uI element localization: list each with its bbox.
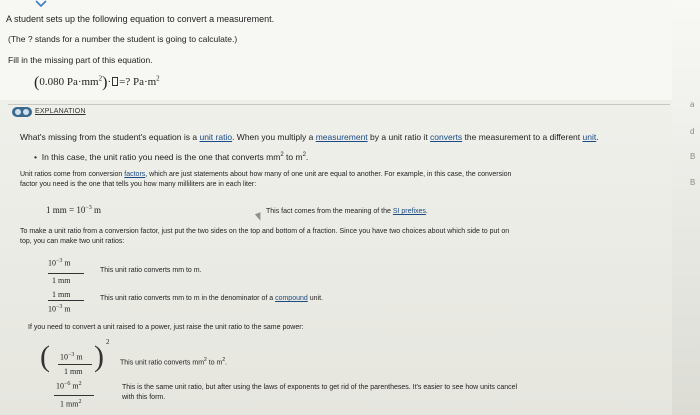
explanation-paragraph-3b: top, you can make two unit ratios: bbox=[20, 238, 125, 245]
p2-text-a: Unit ratios come from conversion bbox=[20, 171, 125, 178]
r2-note-a: This unit ratio converts mm to m in the denominator of a bbox=[100, 295, 276, 302]
explanation-toggle[interactable]: EXPLANATION bbox=[35, 108, 86, 115]
right-gutter bbox=[672, 0, 700, 415]
sidebar-icon-3[interactable]: B bbox=[690, 152, 696, 161]
ratio-2-denominator bbox=[48, 304, 71, 314]
eq-result-exp: 2 bbox=[156, 74, 160, 83]
ratio-4-note-a: This is the same unit ratio, but after using the laws of exponents to get rid of the parentheses. It's easier to see how units cancel bbox=[122, 384, 518, 391]
p2-text-b: , which are just statements about how many of one unit are equal to another. For example, in this case, the conversion bbox=[145, 171, 512, 178]
chevron-down-icon[interactable] bbox=[34, 0, 48, 7]
r4-den: 1 mm bbox=[60, 399, 79, 409]
explanation-paragraph-3a: To make a unit ratio from a conversion factor, just put the two sides on the top and bottom of a fraction. Since you have two choices about which side to put on bbox=[20, 228, 510, 235]
question-line-1: A student sets up the following equation to convert a measurement. bbox=[6, 14, 275, 24]
ratio-4-denominator bbox=[60, 399, 81, 409]
eq-value: 0.080 bbox=[39, 76, 65, 88]
r3-num-unit: m bbox=[76, 352, 83, 362]
ratio-2-note bbox=[100, 295, 323, 302]
factor-note bbox=[266, 208, 428, 215]
p1-text-d: the measurement to a different bbox=[462, 132, 583, 142]
ratio-3-denominator: 1 mm bbox=[64, 367, 83, 376]
factor-unit: m bbox=[93, 205, 101, 215]
ratio-4-bar bbox=[54, 395, 94, 396]
p1-text-b: . When you multiply a bbox=[232, 132, 316, 142]
sidebar-icon-4[interactable]: B bbox=[690, 178, 696, 187]
link-converts[interactable]: converts bbox=[430, 132, 463, 142]
r2-den-unit: m bbox=[64, 304, 71, 314]
r2-den: 10 bbox=[48, 304, 56, 314]
bullet-end: . bbox=[305, 152, 309, 162]
equation: (0.080 $Pa\cdot mm^2)\cdot$ =? $Pa\cdot m^2$ bbox=[34, 74, 160, 91]
eq-unit-exp: 2 bbox=[98, 74, 103, 83]
r3-num-exp: −3 bbox=[68, 352, 75, 358]
bullet-icon: • bbox=[34, 152, 42, 162]
eq-unit: Pa·mm bbox=[66, 76, 99, 88]
r1-num: 10 bbox=[48, 258, 56, 268]
r1-num-exp: −3 bbox=[56, 258, 63, 264]
right-paren: ) bbox=[94, 340, 104, 373]
explanation-paragraph-2a bbox=[20, 171, 511, 178]
factor-note-end: . bbox=[425, 208, 428, 215]
link-factors[interactable]: factors bbox=[124, 171, 146, 178]
link-unit-ratio[interactable]: unit ratio bbox=[199, 132, 233, 142]
r3-note: This unit ratio converts mm bbox=[120, 359, 205, 367]
p1-text-e: . bbox=[596, 132, 599, 142]
divider bbox=[8, 104, 670, 105]
r3-note-sup-2: 2 bbox=[222, 357, 226, 363]
bullet-sup-2: 2 bbox=[302, 152, 306, 159]
question-line-3: Fill in the missing part of this equation. bbox=[8, 55, 153, 65]
missing-answer-box[interactable] bbox=[112, 77, 118, 86]
explanation-icon[interactable] bbox=[12, 107, 32, 117]
r4-num-exp: −6 bbox=[64, 381, 71, 387]
link-compound[interactable]: compound bbox=[275, 295, 308, 302]
r4-num: 10 bbox=[56, 381, 64, 391]
r3-note-mid: to m bbox=[206, 359, 223, 367]
r4-den-exp: 2 bbox=[78, 399, 82, 405]
r3-note-end: . bbox=[225, 359, 228, 367]
ratio-3-bar bbox=[58, 364, 92, 365]
bullet-sup-1: 2 bbox=[280, 152, 284, 159]
ratio-3-power: 2 bbox=[106, 338, 110, 346]
bullet-mid: to m bbox=[283, 152, 303, 162]
factor-note-text: This fact comes from the meaning of the bbox=[266, 208, 393, 215]
link-si-prefixes[interactable]: SI prefixes bbox=[392, 208, 426, 215]
r1-num-unit: m bbox=[64, 258, 71, 268]
ratio-4-numerator bbox=[56, 381, 82, 391]
p1-text-c: by a unit ratio it bbox=[367, 132, 431, 142]
r3-note-sup-1: 2 bbox=[204, 357, 207, 363]
factor-exp: −3 bbox=[85, 205, 92, 211]
r3-num: 10 bbox=[60, 352, 68, 362]
r2-note-b: unit. bbox=[307, 295, 323, 302]
conversion-factor bbox=[46, 205, 101, 215]
ratio-3-numerator bbox=[60, 352, 83, 362]
link-unit[interactable]: unit bbox=[582, 132, 597, 142]
eq-result: =? Pa·m bbox=[119, 76, 157, 88]
explanation-paragraph-4: If you need to convert a unit raised to a power, just raise the unit ratio to the same power: bbox=[28, 324, 304, 331]
link-measurement[interactable]: measurement bbox=[315, 132, 368, 142]
ratio-1-note: This unit ratio converts mm to m. bbox=[100, 267, 202, 274]
explanation-paragraph-1 bbox=[20, 132, 599, 142]
left-paren: ( bbox=[40, 340, 50, 373]
explanation-paragraph-2b: factor you need is the one that tells you how many milliliters are in each liter: bbox=[20, 181, 257, 188]
r4-num-unit-exp: 2 bbox=[78, 381, 82, 387]
bullet-text: In this case, the unit ratio you need is the one that converts mm bbox=[41, 152, 281, 162]
ratio-4-note-b: with this form. bbox=[122, 394, 166, 401]
factor-left: 1 mm = 10 bbox=[46, 205, 86, 215]
r4-num-unit: m bbox=[72, 381, 79, 391]
bullet-item bbox=[34, 152, 308, 162]
ratio-1-numerator bbox=[48, 258, 71, 268]
ratio-2-numerator: 1 mm bbox=[52, 290, 71, 299]
sidebar-icon-2[interactable]: d bbox=[690, 127, 695, 136]
ratio-2-bar bbox=[48, 300, 84, 301]
r2-den-exp: −3 bbox=[56, 304, 63, 310]
question-line-2: (The ? stands for a number the student is going to calculate.) bbox=[8, 34, 238, 44]
sidebar-icon-1[interactable]: a bbox=[690, 100, 695, 109]
ratio-1-bar bbox=[48, 273, 84, 274]
p1-text-a: What's missing from the student's equation is a bbox=[20, 132, 200, 142]
ratio-1-denominator: 1 mm bbox=[52, 276, 71, 285]
ratio-3-note bbox=[120, 357, 227, 366]
